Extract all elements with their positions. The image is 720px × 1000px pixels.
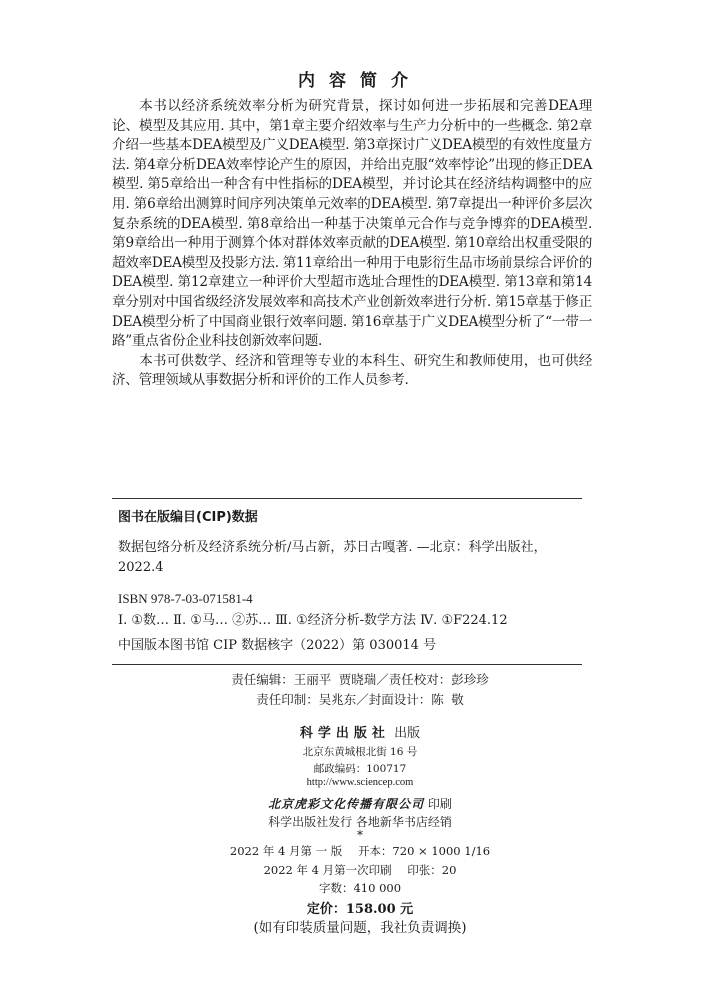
publisher-line: [0, 722, 720, 741]
quality-notice: (如有印装质量问题，我社负责调换): [253, 920, 467, 936]
cip-heading: 图书在版编目(CIP)数据: [118, 510, 258, 525]
printing-sheets: 印张：20: [407, 863, 457, 877]
publisher-name: 科学出版社: [299, 726, 390, 741]
cip-bibliographic-record: 数据包络分析及经济系统分析/马占新，苏日古嘎著. —北京：科学出版社，2022.4: [118, 540, 547, 575]
price: 定价：158.00 元: [306, 902, 414, 917]
impression-row: [0, 862, 720, 878]
printing-date: 2022 年 4 月第一次印刷: [263, 863, 392, 877]
printer-line: [0, 795, 720, 812]
cip-top-divider: [112, 498, 582, 499]
summary-body: [112, 97, 592, 391]
cip-bottom-divider: [112, 664, 582, 665]
publisher-action: 出版: [394, 726, 421, 741]
summary-title: 内容简介: [298, 71, 422, 91]
publisher-postcode: 邮政编码：100717: [313, 763, 407, 775]
cip-classification: Ⅰ. ①数… Ⅱ. ①马… ②苏… Ⅲ. ①经济分析-数学方法 Ⅳ. ①F224.12: [118, 613, 508, 628]
edition-date: 2022 年 4 月第 一 版: [229, 844, 343, 858]
cip-data-number: 中国版本图书馆 CIP 数据核字（2022）第 030014 号: [118, 638, 437, 653]
credits-production: 责任印制：吴兆东／封面设计：陈 敬: [256, 692, 464, 707]
edition-row: [0, 843, 720, 859]
book-format: 开本：720 × 1000 1/16: [357, 844, 491, 858]
summary-paragraph-2: 本书可供数学、经济和管理等专业的本科生、研究生和教师使用，也可供经济、管理领域从事数据分析和评价的工作人员参考.: [112, 352, 592, 389]
printer-name: 北京虎彩文化传播有限公司: [268, 797, 425, 811]
separator-star: *: [357, 828, 363, 842]
publisher-website: http://www.sciencep.com: [306, 777, 414, 788]
printer-action: 印刷: [427, 797, 452, 811]
publisher-address: 北京东黄城根北街 16 号: [302, 746, 418, 758]
cip-isbn: ISBN 978-7-03-071581-4: [118, 591, 253, 606]
summary-paragraph-1: 本书以经济系统效率分析为研究背景，探讨如何进一步拓展和完善DEA理论、模型及其应用. 其中，第1章主要介绍效率与生产力分析中的一些概念. 第2章介绍一些基本DEA模型及广义DEA模型. 第3章探讨广义DEA模型的有效性度量方法. 第4章分析DEA效率悖论产生的原因，并给出克服“效率悖论”出现的修正DEA模型. 第5章给出一种含有中性指标的DEA模型，并讨论其在经济结构调整中的应用. 第6章给出测算时间序列决策单元效率的DEA模型. 第7章提出一种评价多层次复杂系统的DEA模型. 第8章给出一种基于决策单元合作与竞争博弈的DEA模型. 第9章给出一种用于测算个体对群体效率贡献的DEA模型. 第10章给出权重受限的超效率DEA模型及投影方法. 第11章给出一种用于电影衍生品市场前景综合评价的DEA模型. 第12章建立一种评价大型超市选址合理性的DEA模型. 第13章和第14章分别对中国省级经济发展效率和高技术产业创新效率进行分析. 第15章基于修正DEA模型分析了中国商业银行效率问题. 第16章基于广义DEA模型分析了“一带一路”重点省份企业科技创新效率问题.: [112, 98, 592, 350]
word-count: 字数：410 000: [318, 881, 402, 895]
distribution-line: 科学出版社发行 各地新华书店经销: [268, 815, 452, 829]
credits-editors: 责任编辑：王丽平 贾晓瑞／责任校对：彭珍珍: [231, 672, 489, 687]
